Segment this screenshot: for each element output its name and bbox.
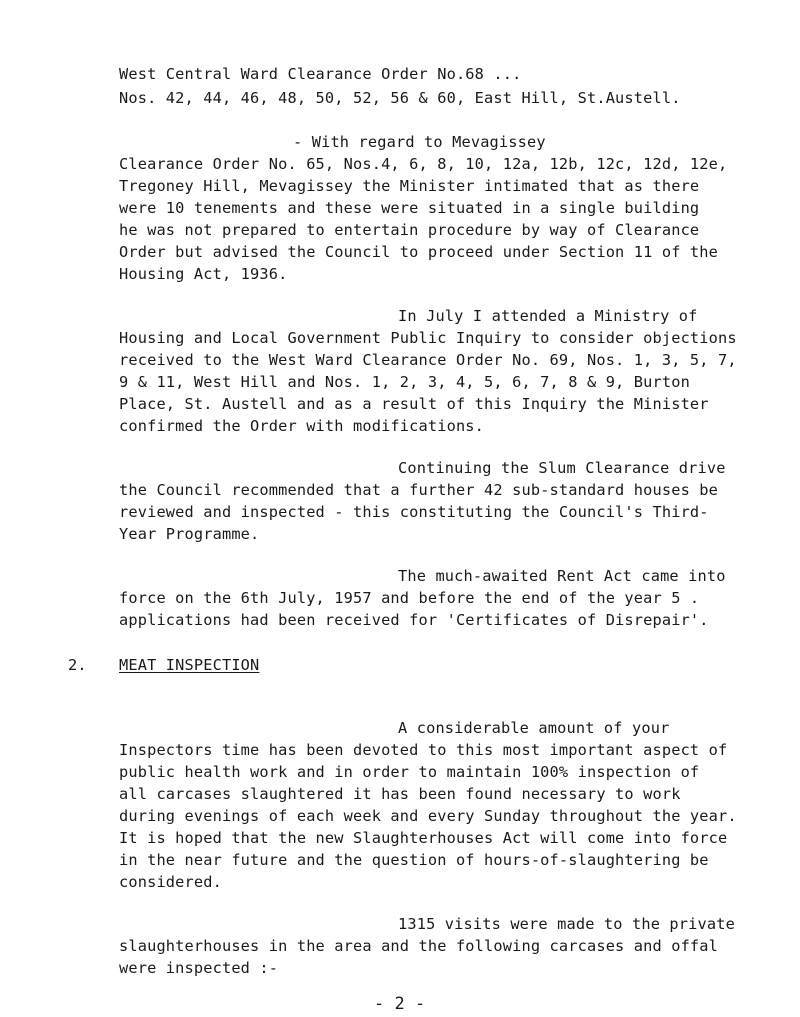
mevagissey-line-6: Order but advised the Council to proceed under Section 11 of the [119, 243, 719, 261]
visits-line-2: slaughterhouses in the area and the following carcases and offal [119, 937, 719, 955]
mevagissey-line-1: - With regard to Mevagissey [293, 133, 546, 151]
slum-line-2: the Council recommended that a further 42 sub-standard houses be [119, 481, 719, 499]
mevagissey-line-3: Tregoney Hill, Mevagissey the Minister intimated that as there [119, 177, 700, 195]
section-heading: MEAT INSPECTION [119, 656, 260, 674]
meat-line-5: during evenings of each week and every Sunday throughout the year. [119, 807, 737, 825]
mevagissey-line-2: Clearance Order No. 65, Nos.4, 6, 8, 10, 12a, 12b, 12c, 12d, 12e, [119, 155, 728, 173]
inquiry-line-2: Housing and Local Government Public Inquiry to consider objections [119, 329, 737, 347]
inquiry-line-1: In July I attended a Ministry of [398, 307, 698, 325]
meat-line-2: Inspectors time has been devoted to this most important aspect of [119, 741, 728, 759]
inquiry-line-3: received to the West Ward Clearance Order No. 69, Nos. 1, 3, 5, 7, [119, 351, 737, 369]
mevagissey-line-4: were 10 tenements and these were situated in a single building [119, 199, 700, 217]
slum-line-1: Continuing the Slum Clearance drive [398, 459, 726, 477]
rent-line-2: force on the 6th July, 1957 and before the end of the year 5 . [119, 589, 700, 607]
rent-line-1: The much-awaited Rent Act came into [398, 567, 726, 585]
inquiry-line-6: confirmed the Order with modifications. [119, 417, 485, 435]
slum-line-4: Year Programme. [119, 525, 260, 543]
visits-line-3: were inspected :- [119, 959, 279, 977]
page-number: - 2 - [374, 994, 426, 1014]
inquiry-line-4: 9 & 11, West Hill and Nos. 1, 2, 3, 4, 5, 6, 7, 8 & 9, Burton [119, 373, 690, 391]
visits-line-1: 1315 visits were made to the private [398, 915, 735, 933]
meat-line-6: It is hoped that the new Slaughterhouses Act will come into force [119, 829, 728, 847]
mevagissey-line-7: Housing Act, 1936. [119, 265, 288, 283]
meat-line-7: in the near future and the question of hours-of-slaughtering be [119, 851, 709, 869]
header-line-1: West Central Ward Clearance Order No.68 ... [119, 65, 522, 83]
inquiry-line-5: Place, St. Austell and as a result of this Inquiry the Minister [119, 395, 709, 413]
slum-line-3: reviewed and inspected - this constituting the Council's Third- [119, 503, 709, 521]
mevagissey-line-5: he was not prepared to entertain procedure by way of Clearance [119, 221, 700, 239]
section-number: 2. [68, 656, 87, 674]
meat-line-1: A considerable amount of your [398, 719, 670, 737]
header-line-2: Nos. 42, 44, 46, 48, 50, 52, 56 & 60, East Hill, St.Austell. [119, 89, 681, 107]
meat-line-3: public health work and in order to maintain 100% inspection of [119, 763, 700, 781]
rent-line-3: applications had been received for 'Certificates of Disrepair'. [119, 611, 709, 629]
meat-line-4: all carcases slaughtered it has been found necessary to work [119, 785, 681, 803]
meat-line-8: considered. [119, 873, 222, 891]
